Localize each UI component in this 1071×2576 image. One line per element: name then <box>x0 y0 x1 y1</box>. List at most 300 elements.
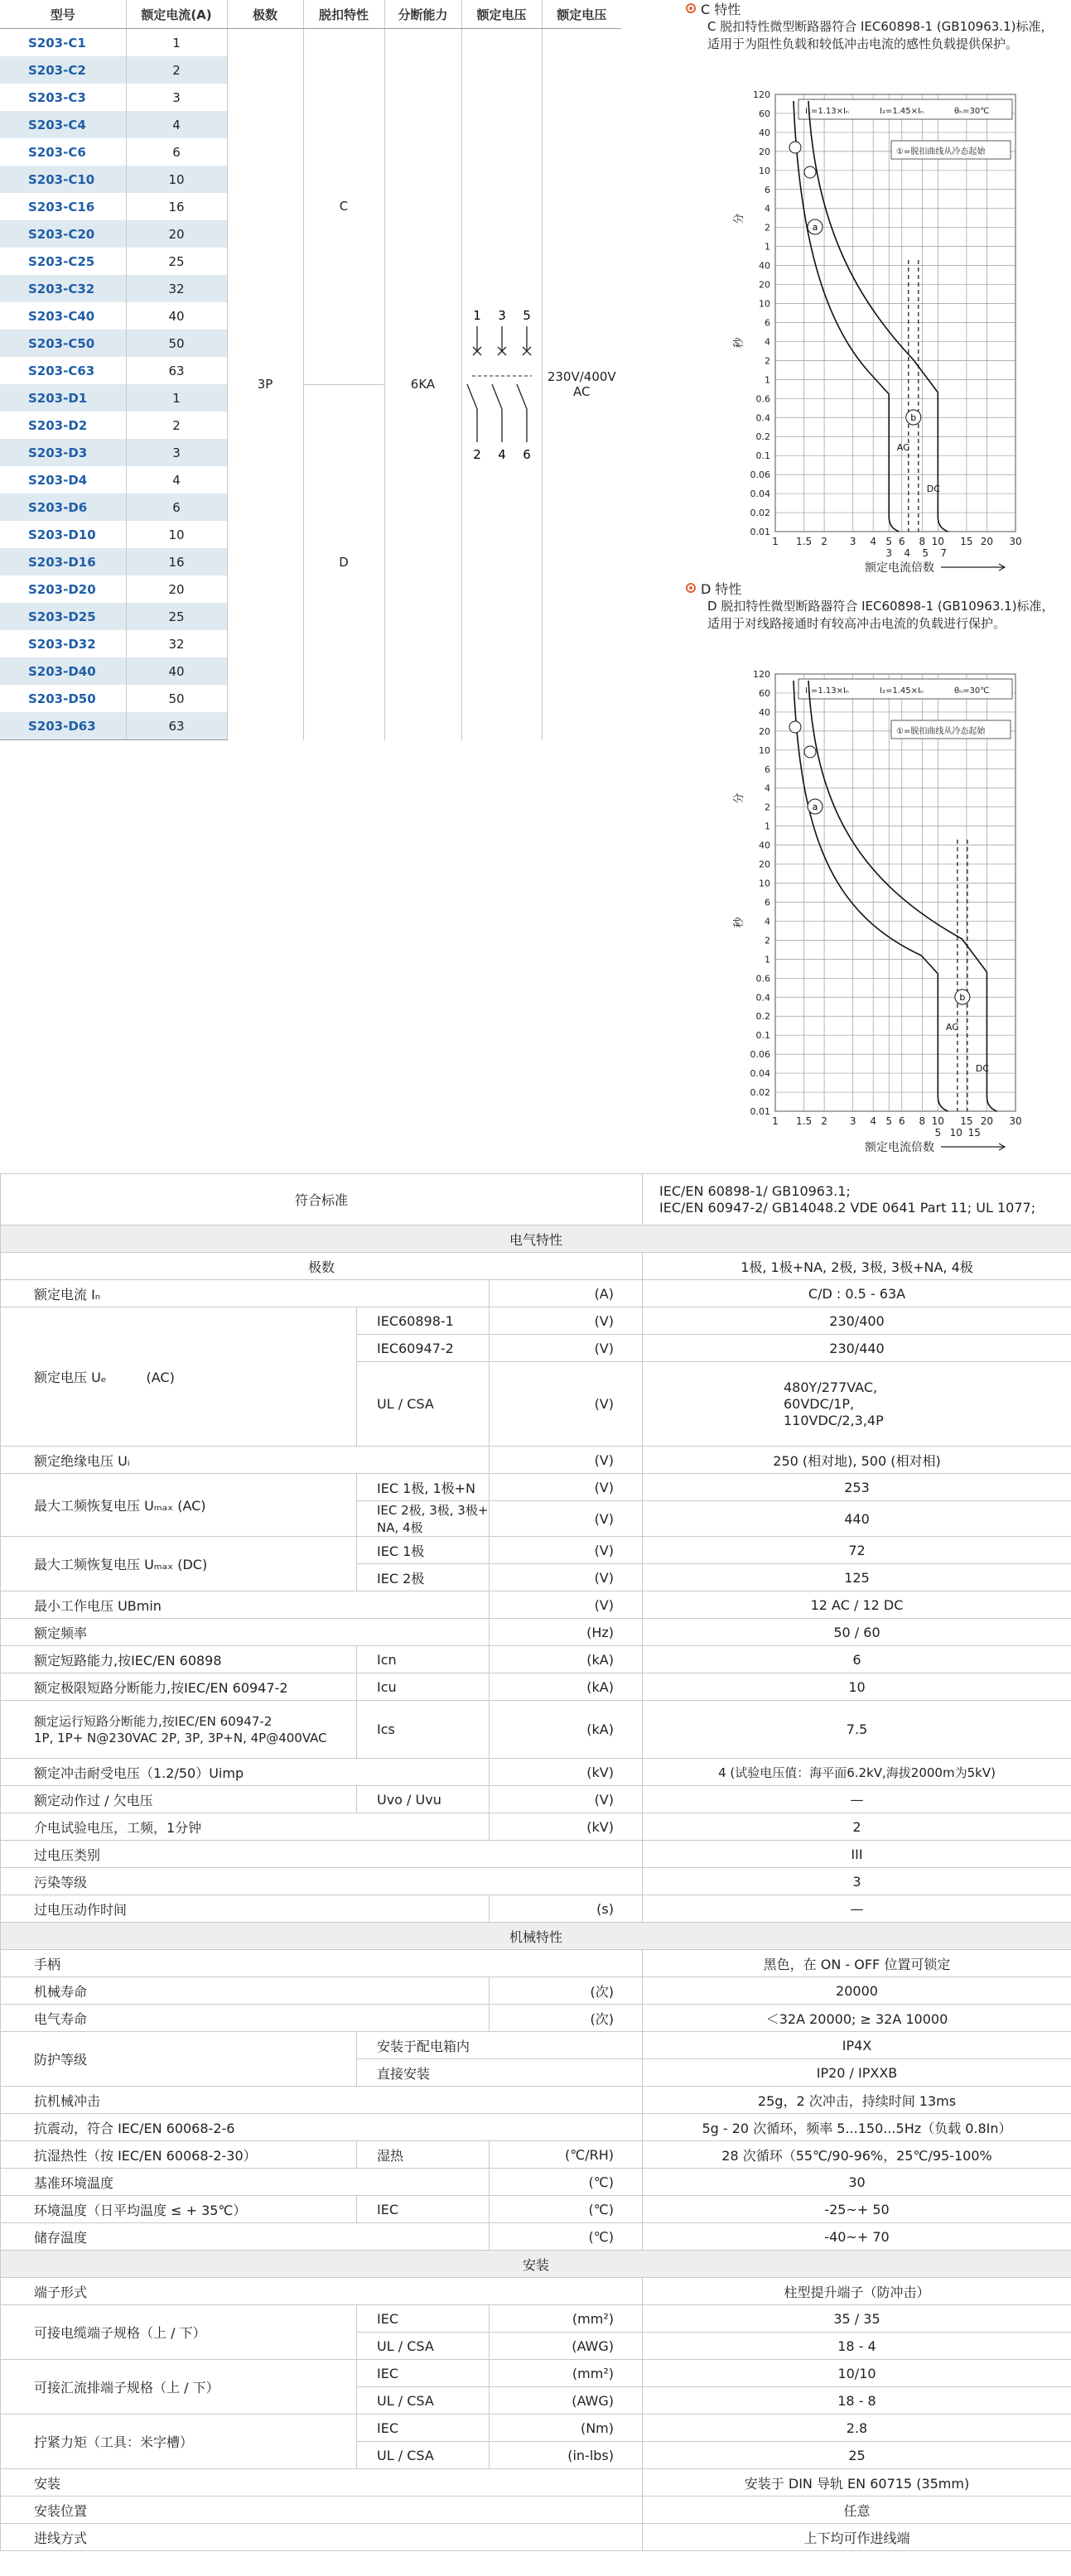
current-cell: 50 <box>126 330 227 357</box>
y-tick-label: 1 <box>765 954 770 965</box>
unit: (s) <box>490 1895 643 1923</box>
unit: (V) <box>490 1335 643 1362</box>
row-pollution <box>1 1868 1071 1895</box>
label: 基准环境温度 <box>1 2169 490 2196</box>
row-icn <box>1 1646 1071 1673</box>
curve-c-panel <box>686 0 1067 575</box>
value-line: 480Y/277VAC, <box>784 1379 878 1395</box>
y-tick-label: 4 <box>765 336 770 348</box>
symbol: Uvo / Uvu <box>357 1786 490 1813</box>
value: 4 (试验电压值：海平面6.2kV,海拔2000m为5kV) <box>643 1759 1071 1786</box>
section-title: 电气特性 <box>1 1225 1071 1253</box>
model-cell: S203-C1 <box>0 29 126 57</box>
row-overvolt-time <box>1 1895 1071 1923</box>
unit: (℃) <box>490 2223 643 2251</box>
model-cell: S203-D4 <box>0 466 126 494</box>
unit: (V) <box>490 1474 643 1501</box>
std: IEC 1极, 1极+N <box>357 1474 490 1501</box>
row-cable <box>1 2305 1071 2333</box>
voltage-cell <box>542 29 621 740</box>
y-tick-label: 40 <box>759 127 770 138</box>
unit: (V) <box>490 1501 643 1537</box>
model-cell: S203-D63 <box>0 712 126 740</box>
y-tick-label: 60 <box>759 687 770 699</box>
y-tick-label: 0.1 <box>755 1030 770 1042</box>
row-overvolt-cat <box>1 1841 1071 1868</box>
header-trip: 脱扣特性 <box>303 0 384 29</box>
x-tick-label: 15 <box>960 1115 973 1127</box>
value: 28 次循环（55℃/90-96%，25℃/95-100% <box>643 2141 1071 2169</box>
terminal-label: 1 <box>472 308 481 324</box>
ics-label-line: 1P, 1P+ N@230VAC 2P, 3P, 3P+N, 4P@400VAC <box>34 1730 327 1745</box>
x-tick-label: 3 <box>849 536 856 547</box>
legend-item: I₁=1.13×Iₙ <box>805 686 849 696</box>
value: 18 - 8 <box>643 2387 1071 2415</box>
model-cell: S203-C2 <box>0 56 126 84</box>
label: 抗机械冲击 <box>1 2087 643 2114</box>
symbol: Icn <box>357 1646 490 1673</box>
value: 125 <box>643 1564 1071 1591</box>
row-ref-temp <box>1 2169 1071 2196</box>
std: IEC <box>357 2360 490 2387</box>
y-tick-label: 0.06 <box>750 1049 770 1061</box>
legend-item: I₂=1.45×Iₙ <box>880 686 924 696</box>
breaker-schematic-icon <box>465 301 539 467</box>
unit: (V) <box>490 1307 643 1335</box>
note-text: ①=脱扣曲线从冷态起始 <box>896 147 986 156</box>
model-cell: S203-C40 <box>0 302 126 330</box>
label: 安装 <box>1 2469 643 2497</box>
current-cell: 4 <box>126 111 227 138</box>
x-sub-label: 15 <box>967 1127 981 1139</box>
legend-item: I₁=1.13×Iₙ <box>805 107 849 116</box>
voltage-line: 230V/400V <box>547 369 616 385</box>
label: 安装位置 <box>1 2497 643 2524</box>
value: — <box>643 1895 1071 1923</box>
y-tick-label: 0.4 <box>755 412 770 424</box>
value: 250 (相对地), 500 (相对相) <box>643 1447 1071 1474</box>
std: IEC <box>357 2415 490 2442</box>
y-tick-label: 6 <box>765 763 770 775</box>
section-electrical <box>1 1225 1071 1253</box>
curve-d-chart <box>686 633 1050 1154</box>
model-cell: S203-D10 <box>0 521 126 548</box>
current-cell: 32 <box>126 275 227 302</box>
y-tick-label: 0.4 <box>755 992 770 1004</box>
value: 1极, 1极+NA, 2极, 3极, 3极+NA, 4极 <box>643 1253 1071 1280</box>
current-cell: 32 <box>126 630 227 657</box>
x-tick-label: 2 <box>821 1115 827 1127</box>
product-table-header <box>0 0 621 29</box>
curve-d-desc: D 脱扣特性微型断路器符合 IEC60898-1 (GB10963.1)标准，适用于对线路接通时有较高冲击电流的负载进行保护。 <box>707 599 1054 631</box>
rated-voltage-ac: (AC) <box>146 1370 175 1385</box>
x-sub-label: 5 <box>922 547 929 559</box>
section-title: 安装 <box>1 2251 1071 2278</box>
label: 污染等级 <box>1 1868 643 1895</box>
standard-label: 符合标准 <box>1 1174 643 1225</box>
product-row <box>0 29 621 57</box>
header-breaking: 分断能力 <box>384 0 461 29</box>
label: 额定频率 <box>1 1619 490 1646</box>
marker-b-label: b <box>910 412 917 423</box>
value: 72 <box>643 1537 1071 1564</box>
ac-label: AC <box>896 442 909 453</box>
current-cell: 50 <box>126 685 227 712</box>
label: 抗湿热性（按 IEC/EN 60068-2-30） <box>1 2141 357 2169</box>
header-voltage-a: 额定电压 <box>461 0 542 29</box>
current-cell: 20 <box>126 220 227 248</box>
current-cell: 25 <box>126 603 227 630</box>
y-tick-label: 6 <box>765 897 770 908</box>
section-mechanical <box>1 1923 1071 1950</box>
model-cell: S203-C20 <box>0 220 126 248</box>
current-cell: 4 <box>126 466 227 494</box>
symbol: Icu <box>357 1673 490 1701</box>
row-amb-temp <box>1 2196 1071 2223</box>
poles-cell: 3P <box>227 29 303 740</box>
y-tick-label: 2 <box>765 222 770 234</box>
row-shock <box>1 2087 1071 2114</box>
y-tick-label: 40 <box>759 840 770 851</box>
y-unit-sec: 秒 <box>733 917 745 928</box>
y-tick-label: 10 <box>759 744 770 756</box>
legend-item: θₙ=30℃ <box>954 107 990 116</box>
standard-value <box>643 1174 1071 1225</box>
row-feed <box>1 2524 1071 2551</box>
y-tick-label: 6 <box>765 317 770 329</box>
current-cell: 6 <box>126 138 227 166</box>
value: 10/10 <box>643 2360 1071 2387</box>
row-busbar <box>1 2360 1071 2387</box>
label: 电气寿命 <box>1 2005 490 2032</box>
y-tick-label: 0.06 <box>750 469 770 481</box>
row-standard <box>1 1174 1071 1225</box>
y-unit-min: 分 <box>733 213 745 224</box>
y-tick-label: 4 <box>765 782 770 794</box>
x-tick-label: 8 <box>919 536 926 547</box>
y-unit-sec: 秒 <box>733 337 745 349</box>
std: 直接安装 <box>357 2059 643 2087</box>
curve-c-desc: C 脱扣特性微型断路器符合 IEC60898-1 (GB10963.1)标准，适用于为阻性负载和较低冲击电流的感性负载提供保护。 <box>707 19 1054 51</box>
current-cell: 10 <box>126 521 227 548</box>
x-axis-title: 额定电流倍数 <box>865 1141 934 1154</box>
terminal-label: 2 <box>472 447 481 463</box>
label: 储存温度 <box>1 2223 490 2251</box>
pole-contact <box>517 326 531 442</box>
row-uvo <box>1 1786 1071 1813</box>
label: 机械寿命 <box>1 1977 490 2005</box>
current-cell: 2 <box>126 56 227 84</box>
y-tick-label: 4 <box>765 203 770 214</box>
y-tick-label: 20 <box>759 146 770 157</box>
std: IEC 2极, 3极, 3极+ NA, 4极 <box>357 1501 490 1537</box>
label: 额定极限短路分断能力,按IEC/EN 60947-2 <box>1 1673 357 1701</box>
value: 7.5 <box>643 1701 1071 1759</box>
x-tick-label: 10 <box>931 1115 944 1127</box>
model-cell: S203-D16 <box>0 548 126 575</box>
header-voltage-b: 额定电压 <box>542 0 621 29</box>
std: UL / CSA <box>357 2333 490 2360</box>
label: 进线方式 <box>1 2524 643 2551</box>
value: -25~+ 50 <box>643 2196 1071 2223</box>
unit: (℃) <box>490 2196 643 2223</box>
value: 柱型提升端子（防冲击） <box>643 2278 1071 2305</box>
terminal-label: 5 <box>522 308 531 324</box>
row-rated-current <box>1 1280 1071 1307</box>
row-umin <box>1 1591 1071 1619</box>
std: UL / CSA <box>357 2387 490 2415</box>
dc-label: DC <box>975 1063 990 1074</box>
x-tick-label: 1.5 <box>796 1115 813 1127</box>
label: 环境温度（日平均温度 ≤ + 35℃） <box>1 2196 357 2223</box>
row-dielectric <box>1 1813 1071 1841</box>
header-model: 型号 <box>0 0 126 29</box>
unit: (次) <box>490 2005 643 2032</box>
label <box>1 1307 357 1447</box>
value: 25 <box>643 2442 1071 2469</box>
x-tick-label: 5 <box>885 1115 893 1127</box>
value: III <box>643 1841 1071 1868</box>
y-unit-min: 分 <box>733 792 745 804</box>
model-cell: S203-D40 <box>0 657 126 685</box>
value: 20000 <box>643 1977 1071 2005</box>
label: 手柄 <box>1 1950 643 1977</box>
label: 可接汇流排端子规格（上 / 下） <box>1 2360 357 2415</box>
x-tick-label: 30 <box>1009 536 1022 547</box>
value: 230/440 <box>643 1335 1071 1362</box>
x-tick-label: 20 <box>980 1115 994 1127</box>
unit: (℃/RH) <box>490 2141 643 2169</box>
marker-1a <box>789 142 801 153</box>
product-table <box>0 0 621 740</box>
marker-1b <box>804 166 816 178</box>
arrow-right-icon <box>941 1144 1005 1150</box>
value: ＜32A 20000; ≥ 32A 10000 <box>643 2005 1071 2032</box>
unit: (V) <box>490 1786 643 1813</box>
value: 任意 <box>643 2497 1071 2524</box>
row-rated-voltage <box>1 1307 1071 1335</box>
standard-value-2: IEC/EN 60947-2/ GB14048.2 VDE 0641 Part 11; UL 1077; <box>659 1199 1036 1216</box>
label: 过电压动作时间 <box>1 1895 490 1923</box>
y-tick-label: 0.02 <box>750 508 770 519</box>
value: IP4X <box>643 2032 1071 2059</box>
unit: (AWG) <box>490 2333 643 2360</box>
current-cell: 20 <box>126 575 227 603</box>
y-tick-label: 120 <box>753 89 770 100</box>
x-tick-label: 6 <box>898 536 905 547</box>
row-mount <box>1 2469 1071 2497</box>
current-cell: 25 <box>126 248 227 275</box>
row-position <box>1 2497 1071 2524</box>
label: 额定电流 Iₙ <box>1 1280 490 1307</box>
x-tick-label: 4 <box>870 536 877 547</box>
value <box>643 1362 1071 1447</box>
x-tick-label: 1.5 <box>796 536 813 547</box>
terminal-label: 6 <box>522 447 531 463</box>
pole-contact <box>467 326 481 442</box>
current-cell: 63 <box>126 357 227 384</box>
model-cell: S203-C25 <box>0 248 126 275</box>
y-tick-label: 40 <box>759 706 770 718</box>
plot-frame <box>775 94 1016 532</box>
rated-voltage-label: 额定电压 Uₑ <box>34 1370 107 1385</box>
note-text: ①=脱扣曲线从冷态起始 <box>896 727 986 736</box>
unit: (Hz) <box>490 1619 643 1646</box>
value: 50 / 60 <box>643 1619 1071 1646</box>
standard-value-1: IEC/EN 60898-1/ GB10963.1; <box>659 1182 851 1199</box>
model-cell: S203-C63 <box>0 357 126 384</box>
marker-1a <box>789 721 801 733</box>
label: 最小工作电压 UBmin <box>1 1591 490 1619</box>
y-tick-label: 0.01 <box>750 527 770 537</box>
row-insulation <box>1 1447 1071 1474</box>
y-tick-label: 0.04 <box>750 1068 770 1080</box>
voltage-line: AC <box>573 384 591 400</box>
std: IEC60947-2 <box>357 1335 490 1362</box>
unit: (kV) <box>490 1759 643 1786</box>
value: 12 AC / 12 DC <box>643 1591 1071 1619</box>
x-tick-label: 1 <box>772 536 779 547</box>
label: 额定短路能力,按IEC/EN 60898 <box>1 1646 357 1673</box>
y-tick-label: 0.2 <box>755 1011 770 1023</box>
value: 6 <box>643 1646 1071 1673</box>
y-tick-label: 10 <box>759 878 770 889</box>
label: 介电试验电压，工频，1分钟 <box>1 1813 490 1841</box>
y-tick-label: 0.04 <box>750 489 770 500</box>
value: 10 <box>643 1673 1071 1701</box>
model-cell: S203-C16 <box>0 193 126 220</box>
y-tick-label: 2 <box>765 355 770 367</box>
unit: (kV) <box>490 1813 643 1841</box>
value: 440 <box>643 1501 1071 1537</box>
y-tick-label: 10 <box>759 165 770 176</box>
row-handle <box>1 1950 1071 1977</box>
label: 端子形式 <box>1 2278 643 2305</box>
symbol: 湿热 <box>357 2141 490 2169</box>
model-cell: S203-D32 <box>0 630 126 657</box>
section-install <box>1 2251 1071 2278</box>
value: 上下均可作进线端 <box>643 2524 1071 2551</box>
row-umax-ac <box>1 1474 1071 1501</box>
current-cell: 63 <box>126 712 227 740</box>
value: 25g，2 次冲击，持续时间 13ms <box>643 2087 1071 2114</box>
value: 30 <box>643 2169 1071 2196</box>
x-tick-label: 2 <box>821 536 827 547</box>
x-tick-label: 5 <box>885 536 893 547</box>
row-damp <box>1 2141 1071 2169</box>
label: 额定冲击耐受电压（1.2/50）Uimp <box>1 1759 490 1786</box>
y-tick-label: 20 <box>759 279 770 291</box>
label: 拧紧力矩（工具：米字槽） <box>1 2415 357 2469</box>
ac-label: AC <box>945 1022 958 1033</box>
std: IEC60898-1 <box>357 1307 490 1335</box>
trip-d-cell: D <box>303 384 384 740</box>
model-cell: S203-D20 <box>0 575 126 603</box>
current-cell: 40 <box>126 657 227 685</box>
value: 3 <box>643 1868 1071 1895</box>
label: 最大工频恢复电压 Uₘₐₓ (AC) <box>1 1474 357 1537</box>
std: UL / CSA <box>357 1362 490 1447</box>
x-tick-label: 10 <box>931 536 944 547</box>
std: 安装于配电箱内 <box>357 2032 643 2059</box>
y-tick-label: 0.2 <box>755 431 770 443</box>
x-tick-label: 3 <box>849 1115 856 1127</box>
unit: (次) <box>490 1977 643 2005</box>
unit: (kA) <box>490 1646 643 1673</box>
marker-b-label: b <box>959 992 966 1003</box>
unit: (A) <box>490 1280 643 1307</box>
value: IP20 / IPXXB <box>643 2059 1071 2087</box>
row-vibration <box>1 2114 1071 2141</box>
row-frequency <box>1 1619 1071 1646</box>
value-line: 110VDC/2,3,4P <box>784 1412 884 1428</box>
x-tick-label: 4 <box>870 1115 877 1127</box>
ics-label-line: 额定运行短路分断能力,按IEC/EN 60947-2 <box>34 1713 273 1729</box>
label: 过电压类别 <box>1 1841 643 1868</box>
current-cell: 6 <box>126 494 227 521</box>
row-storage <box>1 2223 1071 2251</box>
y-tick-label: 40 <box>759 260 770 272</box>
unit: (V) <box>490 1537 643 1564</box>
model-cell: S203-C6 <box>0 138 126 166</box>
x-tick-label: 1 <box>772 1115 779 1127</box>
y-tick-label: 1 <box>765 241 770 253</box>
unit: (V) <box>490 1591 643 1619</box>
unit: (V) <box>490 1362 643 1447</box>
y-tick-label: 0.01 <box>750 1106 770 1117</box>
x-tick-label: 30 <box>1009 1115 1022 1127</box>
model-cell: S203-D2 <box>0 412 126 439</box>
value: 2.8 <box>643 2415 1071 2442</box>
y-tick-label: 0.02 <box>750 1087 770 1099</box>
std: IEC <box>357 2305 490 2333</box>
row-terminal <box>1 2278 1071 2305</box>
x-axis-title: 额定电流倍数 <box>865 561 934 575</box>
y-tick-label: 0.6 <box>755 973 770 985</box>
label: 抗震动，符合 IEC/EN 60068-2-6 <box>1 2114 643 2141</box>
curve-c-title: C 特性 <box>701 1 741 17</box>
model-cell: S203-C4 <box>0 111 126 138</box>
unit: (℃) <box>490 2169 643 2196</box>
value: -40~+ 70 <box>643 2223 1071 2251</box>
terminal-label: 4 <box>497 447 506 463</box>
label: 最大工频恢复电压 Uₘₐₓ (DC) <box>1 1537 357 1591</box>
legend-item: I₂=1.45×Iₙ <box>880 107 924 116</box>
pole-contact <box>492 326 506 442</box>
y-tick-label: 0.6 <box>755 393 770 405</box>
x-sub-label: 3 <box>885 547 893 559</box>
model-cell: S203-C10 <box>0 166 126 193</box>
x-tick-label: 20 <box>980 536 994 547</box>
symbol: IEC <box>357 2196 490 2223</box>
unit: (AWG) <box>490 2387 643 2415</box>
label <box>1 1701 357 1759</box>
x-sub-label: 5 <box>934 1127 942 1139</box>
curve-c-chart <box>686 53 1050 575</box>
value: 253 <box>643 1474 1071 1501</box>
current-cell: 16 <box>126 548 227 575</box>
value: 黑色，在 ON - OFF 位置可锁定 <box>643 1950 1071 1977</box>
y-tick-label: 20 <box>759 859 770 870</box>
symbol: Ics <box>357 1701 490 1759</box>
bullet-icon <box>686 3 696 13</box>
current-cell: 3 <box>126 439 227 466</box>
unit: (kA) <box>490 1673 643 1701</box>
value: 35 / 35 <box>643 2305 1071 2333</box>
legend-item: θₙ=30℃ <box>954 686 990 696</box>
unit: (V) <box>490 1564 643 1591</box>
terminal-label: 3 <box>497 308 506 324</box>
